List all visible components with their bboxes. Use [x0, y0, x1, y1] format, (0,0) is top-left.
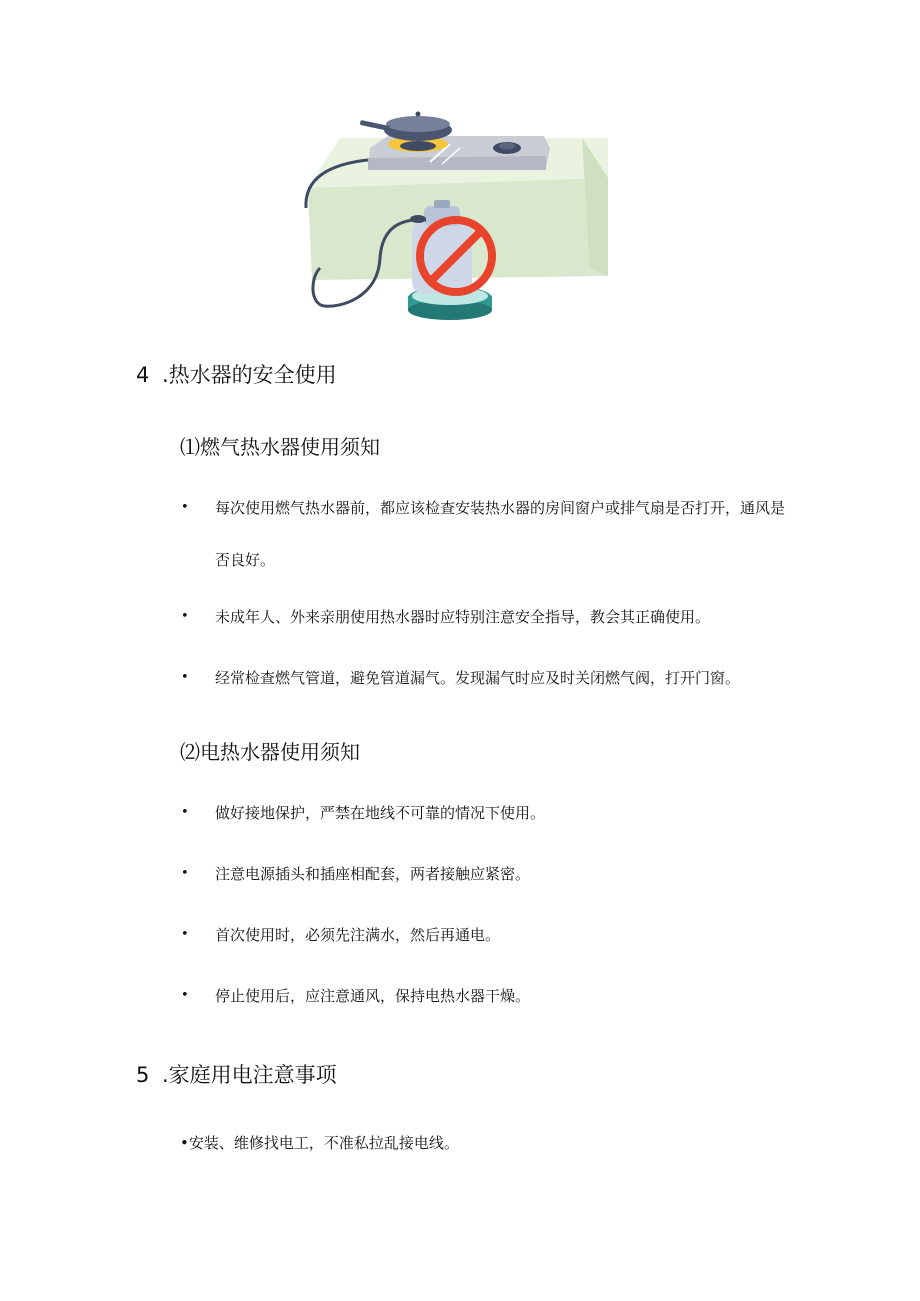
section-5-title: .家庭用电注意事项 — [162, 1063, 337, 1087]
electric-heater-item-2 — [181, 863, 801, 885]
electric-heater-item-1-text: 做好接地保护，严禁在地线不可靠的情况下使用。 — [215, 804, 546, 822]
section-5-heading — [136, 1061, 337, 1089]
bullet-icon: • — [181, 609, 189, 624]
electric-heater-heading: ⑵电热水器使用须知 — [180, 740, 360, 764]
bullet-icon: • — [181, 670, 189, 685]
electric-heater-item-1 — [181, 802, 801, 824]
electric-heater-item-3-text: 首次使用时，必须先注满水，然后再通电。 — [215, 926, 501, 944]
bullet-icon: • — [181, 866, 189, 881]
electric-heater-item-4 — [181, 985, 801, 1007]
electric-heater-item-3 — [181, 924, 801, 946]
section-5-number: 5 — [136, 1063, 150, 1087]
bullet-icon: • — [181, 805, 189, 820]
bullet-icon: • — [181, 500, 189, 515]
gas-heater-item-1 — [181, 497, 801, 577]
gas-heater-item-3 — [181, 667, 801, 689]
gas-cylinder-prohibited-illustration — [300, 108, 616, 328]
section-4-heading — [136, 361, 337, 389]
gas-heater-heading: ⑴燃气热水器使用须知 — [180, 435, 380, 459]
gas-heater-item-2-text: 未成年人、外来亲朋使用热水器时应特别注意安全指导，教会其正确使用。 — [215, 608, 711, 626]
electric-heater-item-4-text: 停止使用后，应注意通风，保持电热水器干燥。 — [215, 987, 531, 1005]
gas-heater-item-2 — [181, 606, 801, 628]
electric-heater-item-2-text: 注意电源插头和插座相配套，两者接触应紧密。 — [215, 865, 531, 883]
section-5-item-1: •安装、维修找电工，不准私拉乱接电线。 — [180, 1134, 459, 1152]
stove-illustration-svg — [300, 108, 616, 328]
bullet-icon: • — [181, 927, 189, 942]
gas-heater-item-1-text: 每次使用燃气热水器前，都应该检查安装热水器的房间窗户或排气扇是否打开，通风是否良好。 — [215, 499, 786, 569]
bullet-icon: • — [181, 988, 189, 1003]
section-4-title: .热水器的安全使用 — [162, 363, 337, 387]
gas-heater-item-3-text: 经常检查燃气管道，避免管道漏气。发现漏气时应及时关闭燃气阀，打开门窗。 — [215, 669, 741, 687]
section-4-number: 4 — [136, 363, 150, 387]
